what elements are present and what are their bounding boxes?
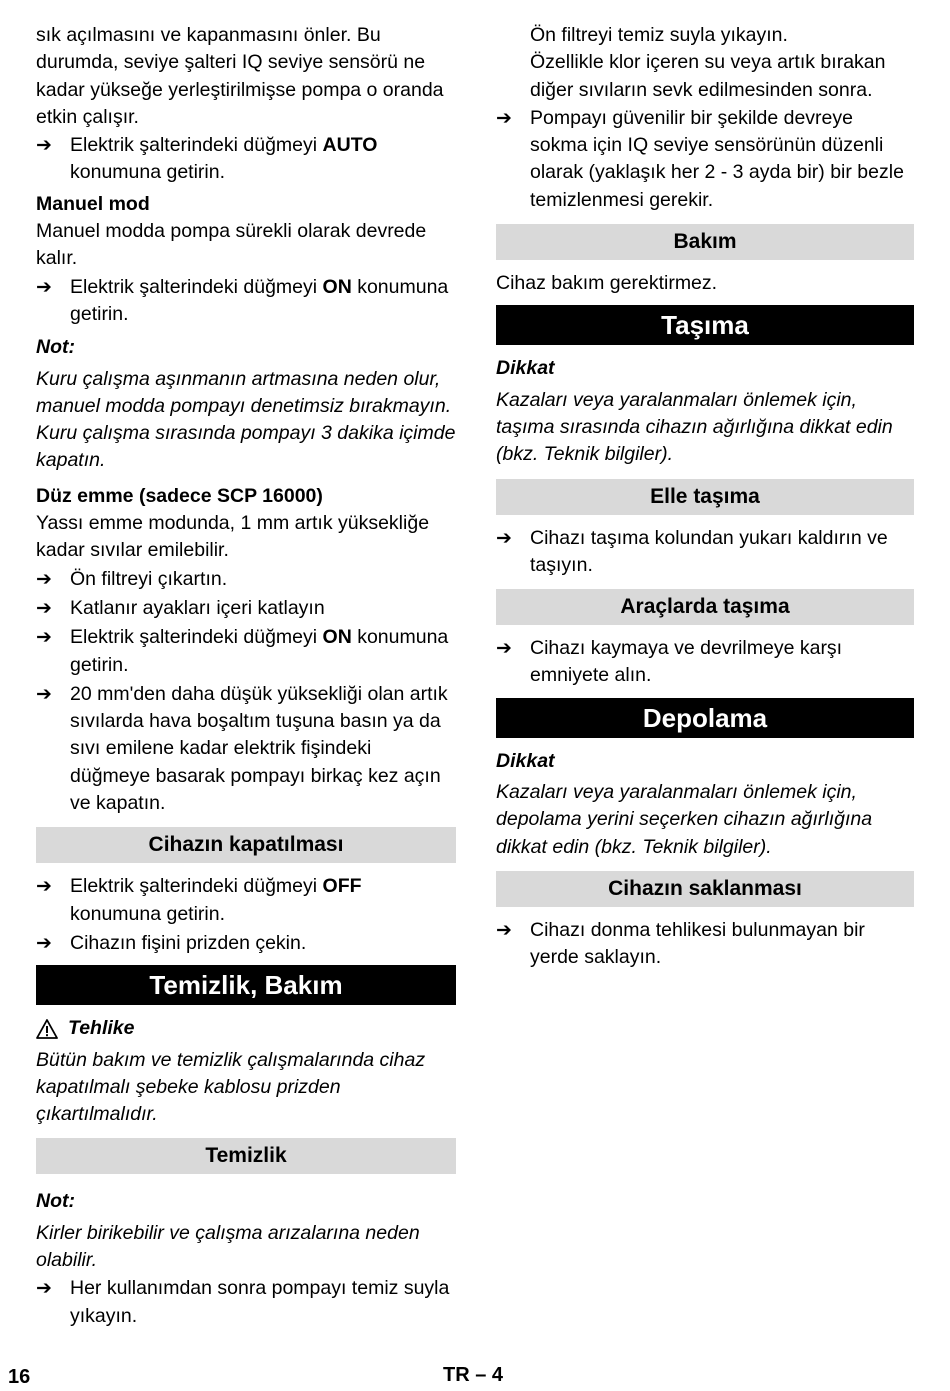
bullet-text: konumuna getirin. — [70, 626, 449, 676]
arrow-icon: ➔ — [36, 568, 52, 590]
list-item — [36, 681, 456, 817]
section-heading-device-storage: Cihazın saklanması — [496, 871, 914, 907]
bullet-text: Katlanır ayakları içeri katlayın — [70, 596, 325, 619]
arrow-icon: ➔ — [36, 932, 52, 954]
danger-label-text: Tehlike — [68, 1017, 135, 1040]
manual-mode-title: Manuel mod — [36, 192, 150, 215]
list-item — [496, 635, 914, 690]
maintenance-text: Cihaz bakım gerektirmez. — [496, 272, 718, 295]
arrow-icon: ➔ — [496, 638, 512, 660]
chapter-heading-transport: Taşıma — [496, 305, 914, 345]
section-heading-maintenance: Bakım — [496, 224, 914, 260]
note-label: Not: — [36, 336, 75, 359]
language-page-label: TR – 4 — [443, 1364, 504, 1386]
bullet-text: Elektrik şalterindeki düğmeyi — [70, 875, 323, 898]
bullet-text: Cihazı taşıma kolundan yukarı kaldırın ve taşıyın. — [530, 526, 888, 576]
bullet-text: konumuna getirin. — [70, 275, 449, 325]
list-item — [36, 930, 456, 957]
section-heading-shutdown: Cihazın kapatılması — [36, 827, 456, 863]
continued-line: Ön filtreyi temiz suyla yıkayın. — [530, 24, 788, 46]
bullet-text: Cihazı kaymaya ve devrilmeye karşı emniyete alın. — [530, 637, 843, 687]
arrow-icon: ➔ — [496, 107, 512, 129]
bullet-text: Ön filtreyi çıkartın. — [70, 567, 228, 590]
continued-text: Özellikle klor içeren su veya artık bırakan diğer sıvıların sevk edilmesinden sonra. — [530, 51, 886, 101]
bullet-text: konumuna getirin. — [70, 902, 226, 925]
list-item — [36, 274, 456, 329]
list-item — [36, 566, 456, 593]
bullet-text: Cihazın fişini prizden çekin. — [70, 931, 307, 954]
arrow-icon: ➔ — [36, 135, 52, 157]
danger-label — [36, 1015, 456, 1042]
list-item — [36, 624, 456, 679]
keyword-on: ON — [322, 275, 352, 298]
arrow-icon: ➔ — [496, 527, 512, 549]
bullet-text: konumuna getirin. — [70, 161, 226, 184]
flat-suction-title: Düz emme (sadece SCP 16000) — [36, 484, 323, 507]
caution-label: Dikkat — [496, 357, 555, 380]
keyword-on: ON — [322, 626, 352, 649]
bullet-text: Elektrik şalterindeki düğmeyi — [70, 275, 323, 298]
warning-triangle-icon — [36, 1019, 58, 1039]
arrow-icon: ➔ — [496, 919, 512, 941]
keyword-auto: AUTO — [322, 134, 378, 157]
list-item — [36, 132, 456, 187]
arrow-icon: ➔ — [36, 627, 52, 649]
bullet-text: 20 mm'den daha düşük yüksekliği olan artık sıvılarda hava boşaltım tuşuna basın ya da sıvı emilene kadar elektrik fişindeki düğmeye basarak pompayı birkaç kez açın ve kapatın. — [70, 682, 448, 815]
list-item — [36, 595, 456, 622]
list-item — [36, 1275, 456, 1330]
bullet-text: Cihazı donma tehlikesi bulunmayan bir yerde saklayın. — [530, 918, 865, 969]
section-heading-cleaning: Temizlik — [36, 1138, 456, 1174]
note-label: Not: — [36, 1190, 75, 1213]
bullet-text: Elektrik şalterindeki düğmeyi — [70, 626, 323, 649]
note-text: Kuru çalışma aşınmanın artmasına neden olur, manuel modda pompayı denetimsiz bırakmayın. Kuru çalışma sırasında pompayı 3 dakika içimde kapatın. — [36, 367, 456, 472]
bullet-text: Pompayı güvenilir bir şekilde devreye sokma için IQ seviye sensörünün düzenli olarak (yaklaşık her 2 - 3 ayda bir) bir bezle temizlenmesi gerekir. — [530, 106, 904, 211]
keyword-off: OFF — [322, 875, 362, 898]
caution-text: Kazaları veya yaralanmaları önlemek için, depolama yerini seçerken cihazın ağırlığına dikkat edin (bkz. Teknik bilgiler). — [496, 781, 873, 858]
list-item — [36, 873, 456, 928]
manual-mode-text: Manuel modda pompa sürekli olarak devrede kalır. — [36, 220, 427, 270]
arrow-icon: ➔ — [36, 276, 52, 298]
left-column — [36, 22, 456, 1332]
section-heading-vehicle-transport: Araçlarda taşıma — [496, 589, 914, 625]
flat-suction-text: Yassı emme modunda, 1 mm artık yüksekliğe kadar sıvılar emilebilir. — [36, 512, 430, 562]
bullet-text: Elektrik şalterindeki düğmeyi — [70, 134, 323, 157]
section-heading-manual-transport: Elle taşıma — [496, 479, 914, 515]
right-column — [496, 22, 914, 974]
caution-text: Kazaları veya yaralanmaları önlemek için, taşıma sırasında cihazın ağırlığına dikkat edin (bkz. Teknik bilgiler). — [496, 388, 893, 466]
caution-label: Dikkat — [496, 749, 555, 772]
arrow-icon: ➔ — [36, 1278, 52, 1300]
note-text: Kirler birikebilir ve çalışma arızalarına neden olabilir. — [36, 1221, 420, 1271]
bullet-text: Her kullanımdan sonra pompayı temiz suyla yıkayın. — [70, 1277, 450, 1327]
list-item — [496, 525, 914, 580]
chapter-heading-cleaning-maintenance: Temizlik, Bakım — [36, 965, 456, 1005]
list-item — [496, 917, 914, 972]
arrow-icon: ➔ — [36, 683, 52, 705]
list-item — [496, 105, 914, 214]
arrow-icon: ➔ — [36, 597, 52, 619]
arrow-icon: ➔ — [36, 876, 52, 898]
danger-text: Bütün bakım ve temizlik çalışmalarında cihaz kapatılmalı şebeke kablosu prizden çıkartılmalıdır. — [36, 1048, 426, 1126]
chapter-heading-storage: Depolama — [496, 698, 914, 738]
intro-paragraph: sık açılmasını ve kapanmasını önler. Bu durumda, seviye şalteri IQ seviye sensörü ne kadar yükseğe yerleştirilmişse pompa o oranda etkin çalışır. — [36, 24, 444, 128]
page-number: 16 — [8, 1366, 31, 1388]
